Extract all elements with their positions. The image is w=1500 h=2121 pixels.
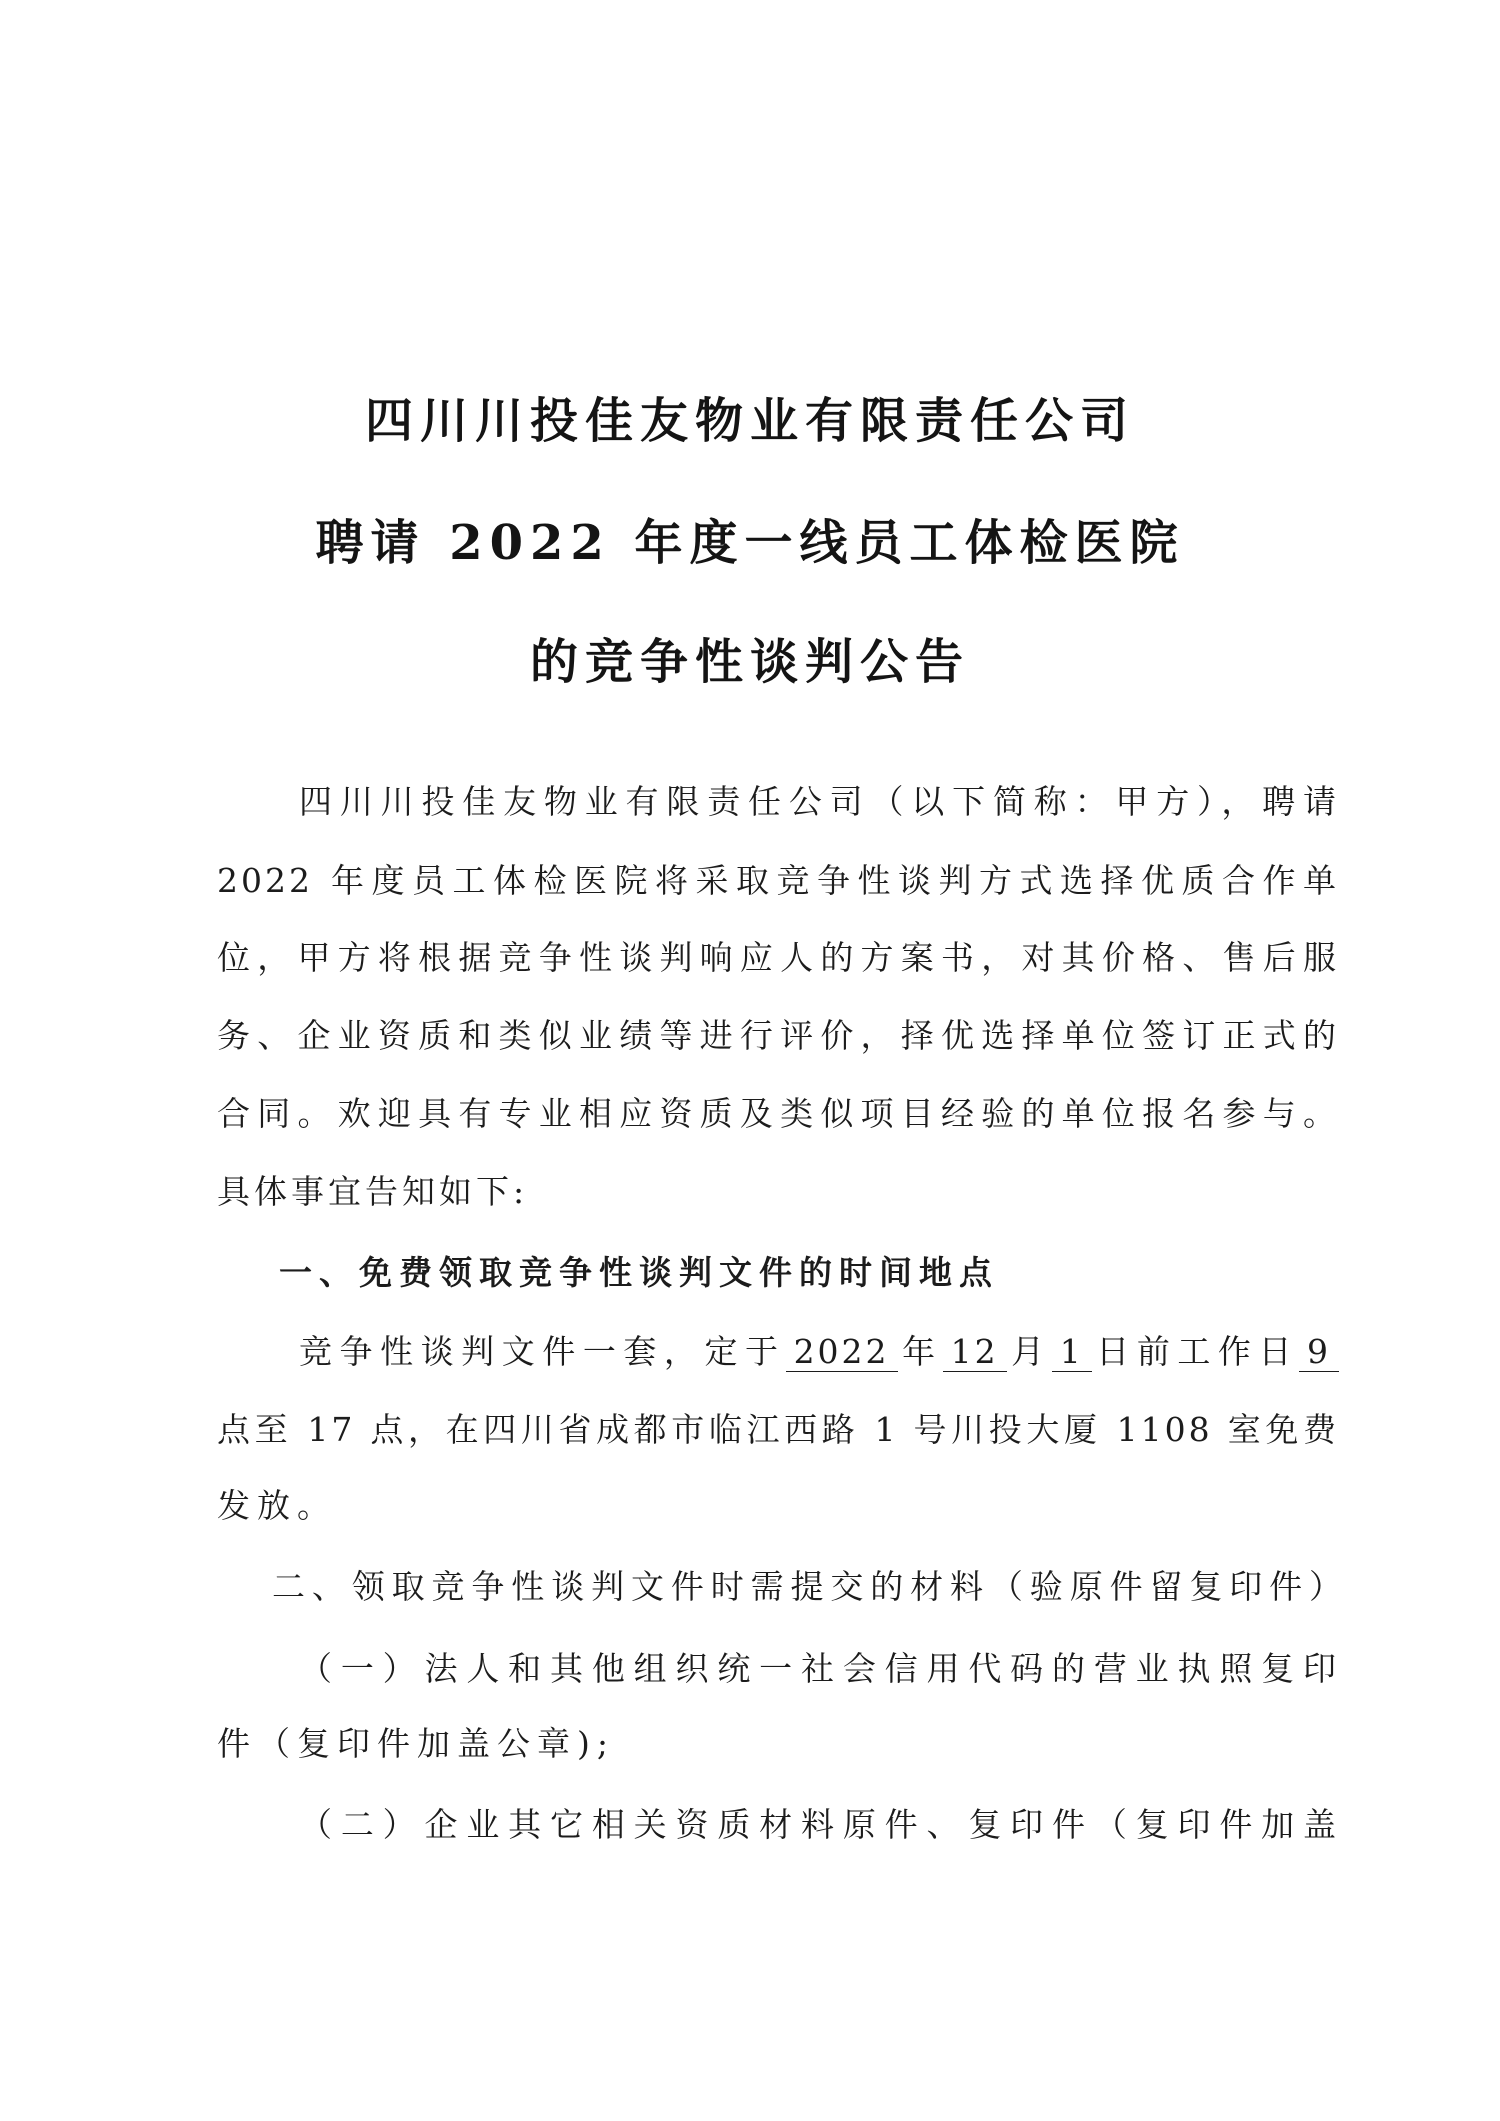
intro-line-4: 务、企业资质和类似业绩等进行评价，择优选择单位签订正式的 — [217, 1016, 1339, 1055]
date-day: 1 — [1052, 1332, 1092, 1372]
date-month-unit: 月 — [1006, 1332, 1052, 1371]
start-hour: 9 — [1299, 1332, 1339, 1372]
section2-heading: 二、领取竞争性谈判文件时需提交的材料（验原件留复印件） — [272, 1567, 1345, 1606]
date-day-unit: 日前工作日 — [1091, 1332, 1300, 1371]
section1-line-1-before: 竞争性谈判文件一套，定于 — [299, 1332, 786, 1371]
intro-line-6: 具体事宜告知如下: — [217, 1172, 529, 1211]
intro-line-2: 2022 年度员工体检医院将采取竞争性谈判方式选择优质合作单 — [217, 861, 1339, 900]
date-month: 12 — [943, 1332, 1007, 1372]
section1-line-3: 发放。 — [217, 1486, 337, 1525]
title-line-notice: 的竞争性谈判公告 — [529, 634, 970, 690]
title-line-company: 四川川投佳友物业有限责任公司 — [364, 393, 1135, 449]
section2-item1-line-1: （一）法人和其他组织统一社会信用代码的营业执照复印 — [299, 1649, 1339, 1688]
section1-line-2: 点至 17 点，在四川省成都市临江西路 1 号川投大厦 1108 室免费 — [217, 1410, 1339, 1449]
title-line-subject: 聘请 2022 年度一线员工体检医院 — [315, 515, 1185, 571]
section1-line-1 — [299, 1332, 1339, 1372]
intro-line-1: 四川川投佳友物业有限责任公司（以下简称：甲方），聘请 — [299, 782, 1339, 821]
intro-line-5: 合同。欢迎具有专业相应资质及类似项目经验的单位报名参与。 — [217, 1094, 1339, 1133]
date-year: 2022 — [786, 1332, 898, 1372]
date-year-unit: 年 — [897, 1332, 943, 1371]
intro-line-3: 位，甲方将根据竞争性谈判响应人的方案书，对其价格、售后服 — [217, 938, 1339, 977]
section2-item2-line-1: （二）企业其它相关资质材料原件、复印件（复印件加盖 — [299, 1805, 1339, 1844]
section2-item1-line-2: 件（复印件加盖公章); — [217, 1724, 615, 1763]
section1-heading: 一、免费领取竞争性谈判文件的时间地点 — [279, 1253, 999, 1292]
